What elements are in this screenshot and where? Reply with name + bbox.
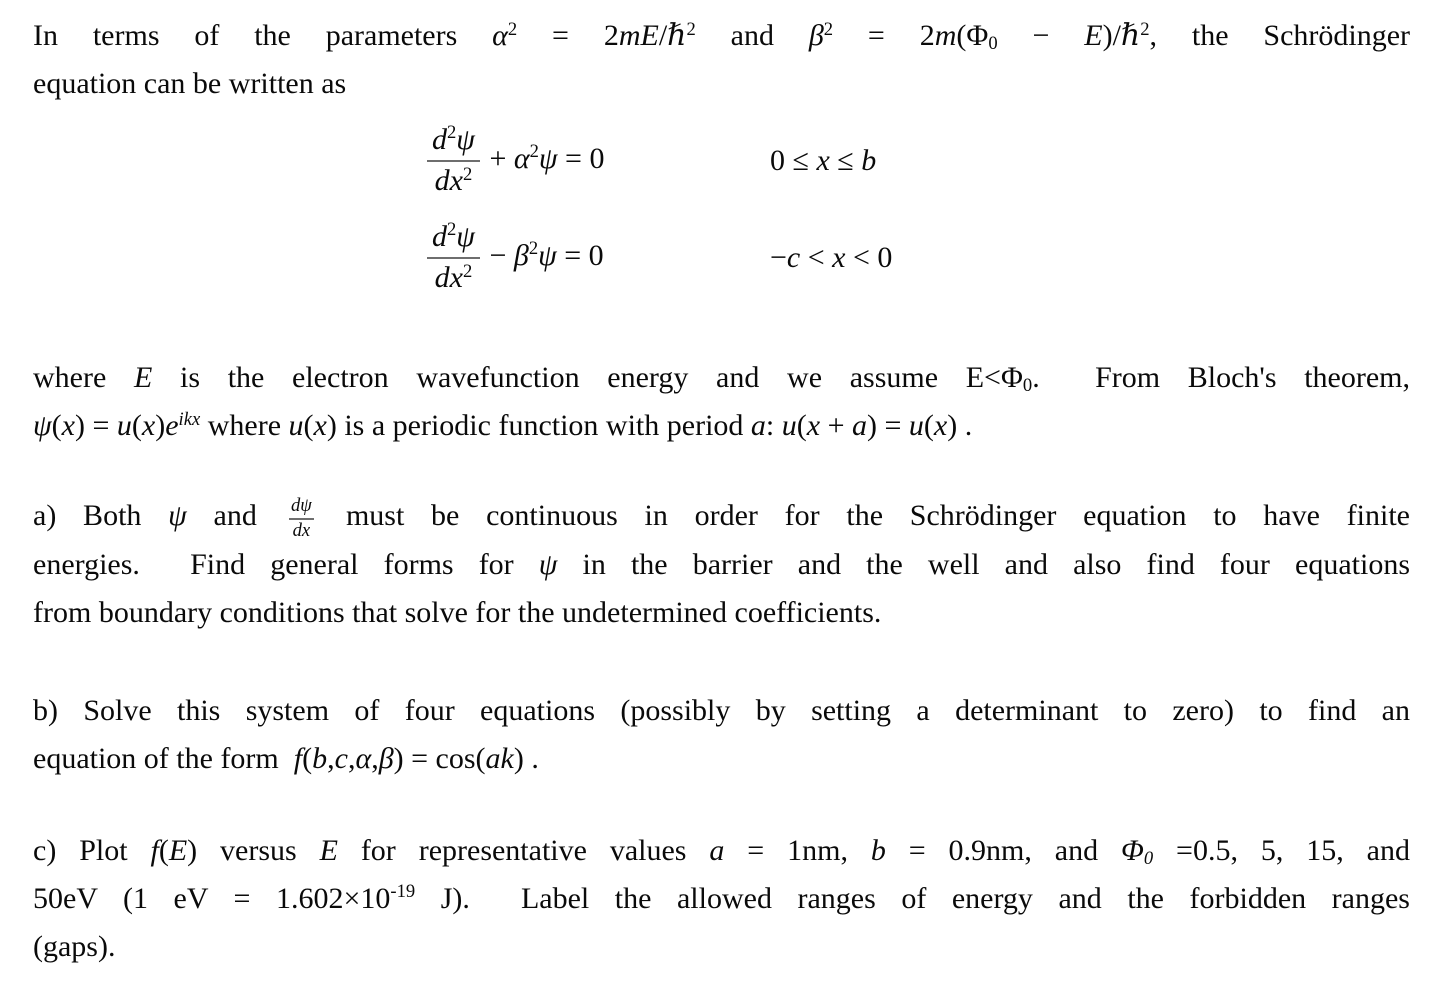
equation-row-1 [425, 112, 1410, 209]
part-b-line-1: b) Solve this system of four equations (possibly by setting a determinant to zero) to find an [33, 693, 1410, 727]
part-c-paragraph [33, 827, 1410, 971]
equation-2-domain: −c < x < 0 [770, 240, 893, 274]
equation-2-expression: $\frac{d^2\psi}{dx^2}$ − $\beta^2\psi = 0$ [425, 221, 770, 295]
equation-block [425, 112, 1410, 306]
part-a-line-3: from boundary conditions that solve for the undetermined coefficients. [33, 595, 882, 629]
part-c-line-2: 50eV (1 eV = $1.602\times 10^{-19}$ J). Label the allowed ranges of energy and the forbidden ranges [33, 881, 1410, 915]
intro-paragraph [33, 12, 1410, 108]
part-c-line-1: c) Plot f(E) versus E for representative values a = 1nm, b = 0.9nm, and $\Phi_0 =0.5$, 5, 15, and [33, 833, 1410, 869]
bloch-line-2: $\psi(x) = u(x)e^{ikx}$ where u(x) is a periodic function with period a: u(x + a) = u(x) . [33, 408, 973, 442]
intro-line-2: equation can be written as [33, 67, 347, 100]
intro-line-1: In terms of the parameters $\alpha^2$ = 2mE/ℏ$^2$ and $\beta^2 = 2m(\Phi_0$ − E)/ℏ$^2$, the Schrödinger [33, 18, 1411, 55]
part-a-line-1: a) Both ψ and $\frac{d\psi}{dx}$ must be continuous in order for the Schrödinger equation to have finite [33, 494, 1410, 541]
equation-1-expression: $\frac{d^2\psi}{dx^2}$ + $\alpha^2\psi = 0$ [425, 124, 770, 198]
part-a-line-2: energies. Find general forms for ψ in the barrier and the well and also find four equations [33, 547, 1410, 581]
part-b-line-2: equation of the form f(b,c,α,β) = cos(ak) . [33, 741, 539, 775]
part-c-line-3: (gaps). [33, 929, 116, 963]
part-a-paragraph [33, 492, 1410, 637]
bloch-line-1: where E is the electron wavefunction energy and we assume $E<\Phi_0$. From Bloch's theorem, [33, 361, 1410, 397]
equation-row-2 [425, 209, 1410, 306]
bloch-paragraph [33, 354, 1410, 450]
equation-1-domain: 0 ≤ x ≤ b [770, 143, 877, 177]
part-b-paragraph [33, 687, 1410, 783]
